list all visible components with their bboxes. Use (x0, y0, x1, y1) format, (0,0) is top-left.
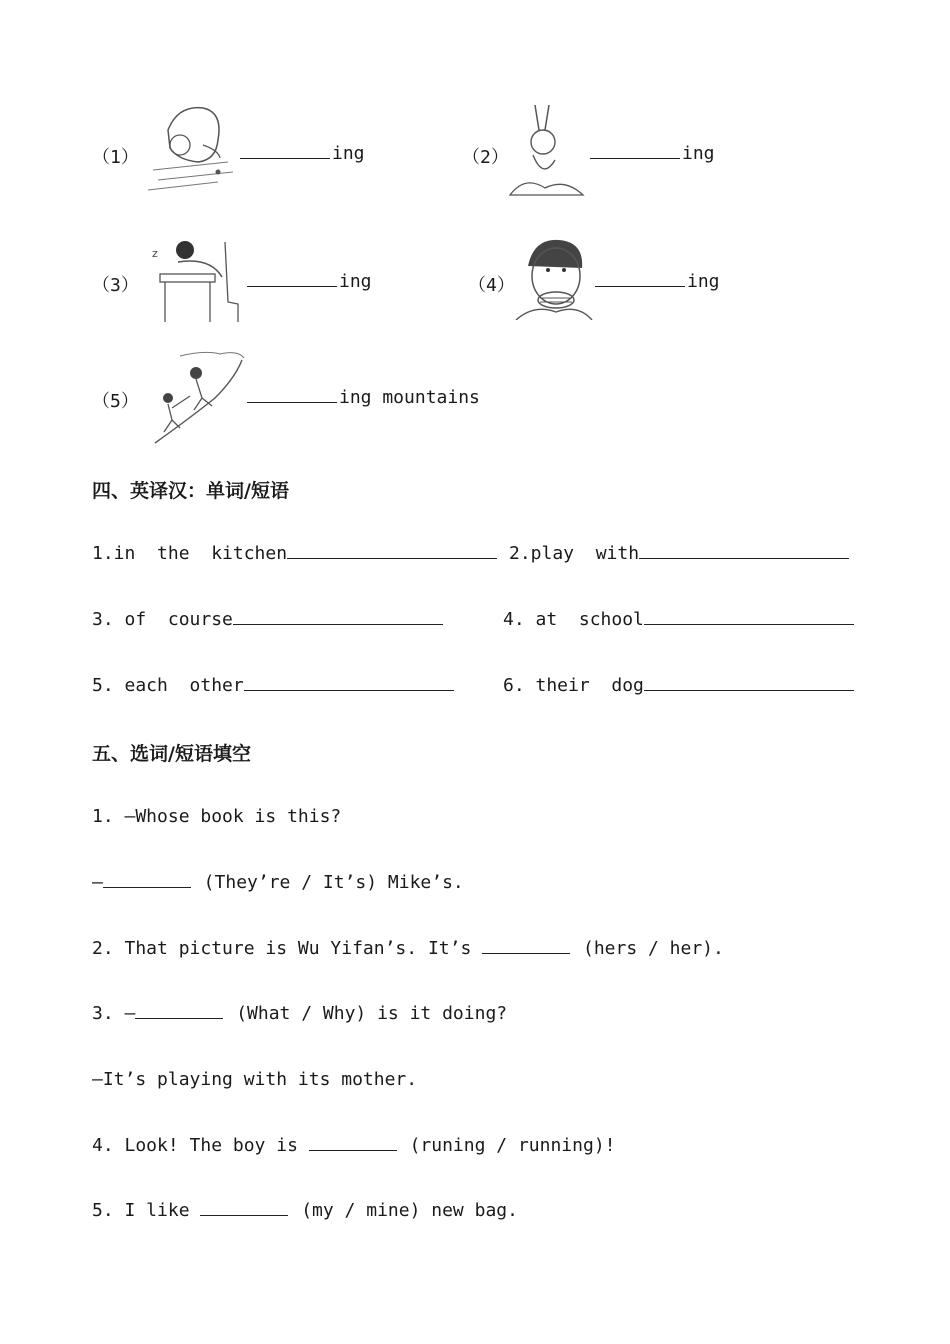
translation-blank-3[interactable] (233, 623, 443, 625)
fill-blank-1[interactable] (103, 886, 191, 888)
phrase-4: 4. at school (503, 609, 644, 630)
question-line-7: 5. I like (my / mine) new bag. (92, 1200, 518, 1221)
fill-blank-2[interactable] (482, 952, 570, 954)
question-line-3: 2. That picture is Wu Yifan’s. It’s (hers / her). (92, 938, 724, 959)
item-5-suffix: ing mountains (339, 387, 480, 408)
answer-blank-4[interactable] (595, 285, 685, 287)
item-3-number: （3） (92, 275, 139, 296)
svg-text:z: z (152, 247, 158, 260)
question-line-1: 1. —Whose book is this? (92, 806, 342, 827)
section-4-title: 四、英译汉：单词/短语 (92, 480, 289, 502)
item-2-suffix: ing (682, 143, 715, 164)
phrase-5: 5. each other (92, 675, 244, 696)
translation-blank-2[interactable] (639, 557, 849, 559)
item-1-suffix: ing (332, 143, 365, 164)
item-1-number: （1） (92, 147, 139, 168)
section-5-title: 五、选词/短语填空 (92, 743, 251, 765)
rabbit-icon (505, 100, 585, 205)
item-2-number: （2） (462, 147, 509, 168)
fill-blank-3[interactable] (135, 1017, 223, 1019)
translation-blank-4[interactable] (644, 623, 854, 625)
translation-blank-5[interactable] (244, 689, 454, 691)
item-5-number: （5） (92, 391, 139, 412)
question-line-2: — (They’re / It’s) Mike’s. (92, 872, 464, 893)
item-4-suffix: ing (687, 271, 720, 292)
phrase-2: 2.play with (509, 543, 640, 564)
eating-boy-icon (514, 236, 594, 320)
fill-blank-5[interactable] (200, 1214, 288, 1216)
question-line-5: —It’s playing with its mother. (92, 1069, 418, 1090)
answer-blank-1[interactable] (240, 157, 330, 159)
answer-blank-5[interactable] (247, 401, 337, 403)
fill-blank-4[interactable] (309, 1149, 397, 1151)
answer-blank-3[interactable] (247, 285, 337, 287)
item-3-suffix: ing (339, 271, 372, 292)
climbing-icon (150, 348, 245, 446)
question-line-4: 3. — (What / Why) is it doing? (92, 1003, 508, 1024)
answer-blank-2[interactable] (590, 157, 680, 159)
phrase-1: 1.in the kitchen (92, 543, 288, 564)
sleeping-man-icon (150, 232, 242, 324)
item-4-number: （4） (468, 275, 515, 296)
translation-blank-6[interactable] (644, 689, 854, 691)
question-line-6: 4. Look! The boy is (runing / running)! (92, 1135, 616, 1156)
translation-blank-1[interactable] (287, 557, 497, 559)
phrase-3: 3. of course (92, 609, 233, 630)
phrase-6: 6. their dog (503, 675, 644, 696)
monkey-icon (148, 100, 236, 200)
